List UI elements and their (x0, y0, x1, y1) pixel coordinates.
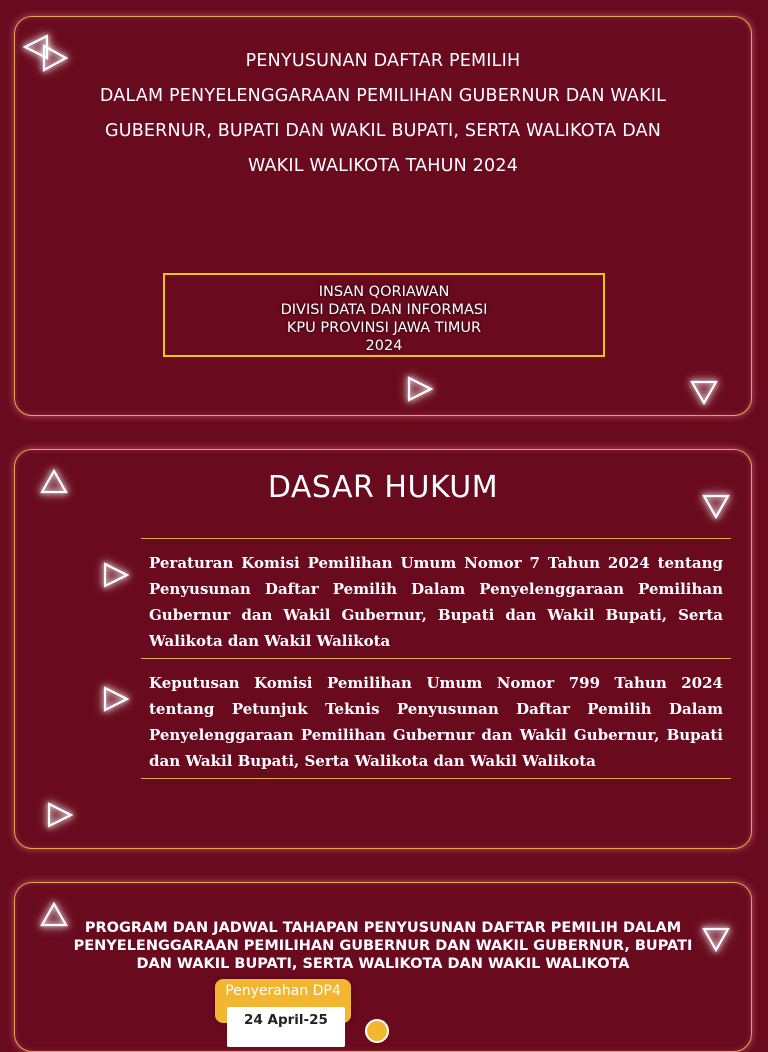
legal-basis-heading: DASAR HUKUM (267, 470, 499, 505)
cover-title-line: PENYUSUNAN DAFTAR PEMILIH (245, 51, 521, 71)
schedule-heading: PROGRAM DAN JADWAL TAHAPAN PENYUSUNAN DAFTAR PEMILIH DALAM PENYELENGGARAAN PEMILIHAN GUBERNUR DAN WAKIL GUBERNUR, BUPATI DAN WAKIL BUPATI, SERTA WALIKOTA DAN WAKIL WALIKOTA (73, 920, 693, 972)
triangle-right-icon (101, 684, 131, 714)
cover-title-line: GUBERNUR, BUPATI DAN WAKIL BUPATI, SERTA WALIKOTA DAN (104, 121, 662, 141)
triangle-right-icon (101, 560, 131, 590)
presenter-division: DIVISI DATA DAN INFORMASI (280, 302, 488, 318)
timeline-date: 24 April-25 (227, 1007, 345, 1047)
timeline-marker (365, 1019, 389, 1043)
triangle-down-icon (701, 492, 731, 520)
presenter-box (163, 273, 605, 357)
presenter-year: 2024 (365, 338, 403, 354)
cover-slide (14, 16, 752, 416)
schedule-slide (14, 882, 752, 1052)
cover-title-line: DALAM PENYELENGGARAAN PEMILIHAN GUBERNUR DAN WAKIL (99, 86, 667, 106)
triangle-right-icon (405, 374, 435, 404)
presenter-name: INSAN QORIAWAN (318, 284, 450, 300)
triangle-down-icon (689, 378, 719, 406)
legal-basis-list (141, 538, 731, 779)
list-item: Peraturan Komisi Pemilihan Umum Nomor 7 Tahun 2024 tentang Penyusunan Daftar Pemilih Dalam Penyelenggaraan Pemilihan Gubernur dan Wakil Gubernur, Bupati dan Wakil Bupati, Serta Walikota dan Wakil Walikota (141, 538, 731, 658)
timeline-label-badge: Penyerahan DP4 (215, 979, 351, 1023)
cover-title (55, 44, 711, 184)
cover-title-line: WAKIL WALIKOTA TAHUN 2024 (247, 156, 519, 176)
triangle-right-icon (45, 800, 75, 830)
legal-basis-slide (14, 449, 752, 849)
presenter-organization: KPU PROVINSI JAWA TIMUR (286, 320, 482, 336)
list-item: Keputusan Komisi Pemilihan Umum Nomor 799 Tahun 2024 tentang Petunjuk Teknis Penyusunan Daftar Pemilih Dalam Penyelenggaraan Pemilihan Gubernur dan Wakil Gubernur, Bupati dan Wakil Bupati, Serta Walikota dan Wakil Walikota (141, 658, 731, 779)
triangle-down-icon (701, 925, 731, 953)
